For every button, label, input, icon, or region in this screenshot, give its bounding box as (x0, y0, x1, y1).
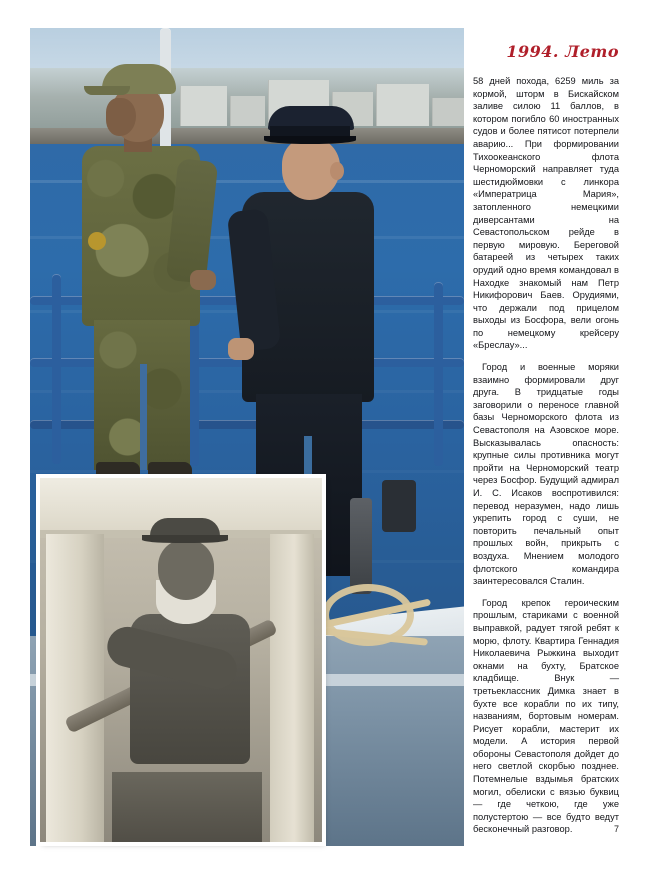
railing-post-left (52, 274, 61, 464)
inset-monument-photograph (40, 478, 322, 842)
statue-cap-brim (142, 535, 228, 543)
article-paragraph: 58 дней похода, 6259 миль за кормой, шторм в Бискайском заливе силою 11 баллов, в котором погибло 60 иностранных судов и более пятисот потерпели аварию... При формировании Тихоокеанского флота Черноморский направляет туда шестидюймовки с линкора «Императрица Мария», затопленного немецкими диверсантами на Севастопольском рейде в первую мировую. Береговой батареей из четырех таких орудий одно время командовал в Находке знакомый нам Петр Никифорович Баев. Орудиями, что держали под прицелом выходы из Босфора, вели огонь по немецкому крейсеру «Бреслау»... (473, 76, 619, 351)
soldier-figure (72, 64, 210, 484)
railing-post-far-right (434, 282, 443, 466)
statue-base (112, 772, 262, 842)
sailor-statue (102, 518, 272, 842)
soldier-cap-brim (84, 86, 130, 95)
article-body (473, 75, 619, 836)
article-headline: 1994. Лето (506, 42, 619, 61)
article-text-column (473, 42, 619, 835)
soldier-hand (190, 270, 216, 290)
soldier-leg-gap (140, 364, 147, 470)
deck-box (382, 480, 416, 532)
soldier-badge (88, 232, 106, 250)
statue-head (158, 540, 214, 600)
monument-column-left (46, 534, 104, 842)
article-paragraph: Город крепок героическим прошлым, стариками с военной выправкой, радует тягой ребят к морю, флоту. Квартира Геннадия Николаевича Рыжкина выходит окнами на бухту, Братское кладбище. Внук — третьеклассник Димка знает в бухте все корабли по их типу, названиям, бортовым номерам. Рисует корабли, мастерит их модели. А история первой обороны Севастополя дойдет до него светлой скорбью позднее. Потемнелые вздымья братских могил, обелиски с вязью буквиц — где четкою, где уже полустертою — все будто ведут бесконечный разговор. (473, 597, 619, 835)
officer-hand (228, 338, 254, 360)
officer-ear (330, 162, 344, 180)
officer-cap-brim (264, 136, 356, 144)
article-paragraph: Город и военные моряки взаимно формировали друг друга. В тридцатые годы заговорили о переносе главной базы Черноморского флота из Севастополя на Азовское море. Высказывалась опасность: крупные силы противника могут пройти на Черноморский театр через Босфор. Будущий адмирал И. С. Исаков воспротивился: перевод неразумен, надо лишь укрепить город с суши, не повторить печальный опыт прошлых войн, прикрыть с воздуха. Мнением молодого флотского командира заинтересовался Сталин. (473, 362, 619, 587)
page-number: 7 (613, 824, 619, 834)
deck-bollard (350, 498, 372, 594)
monument-column-right (270, 534, 314, 842)
